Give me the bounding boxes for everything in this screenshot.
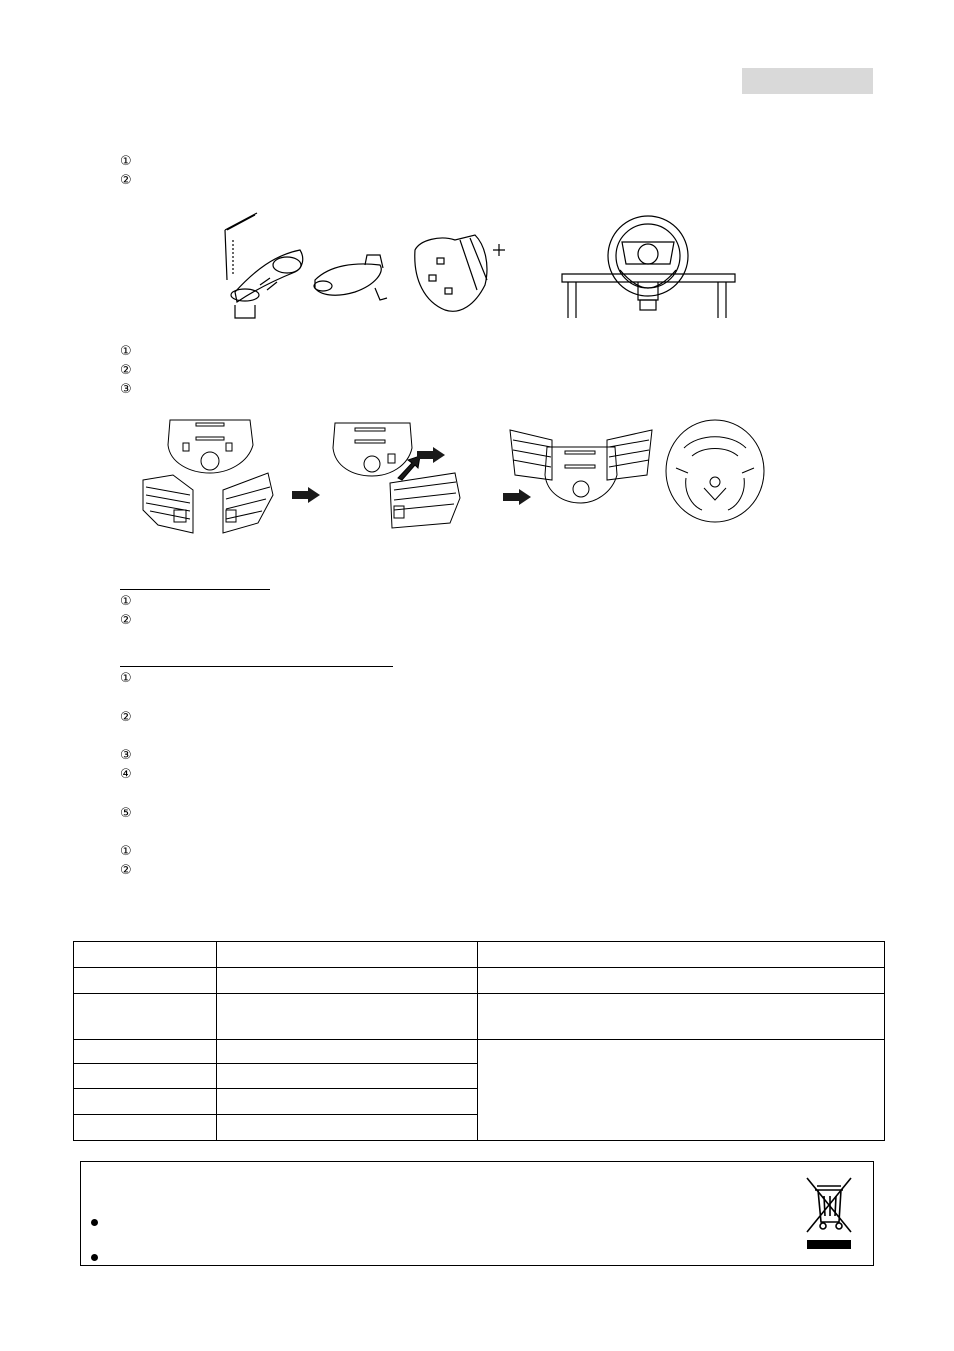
list-b-item-3: ③ [120, 748, 132, 763]
step-clamp-1: ① [120, 154, 132, 169]
list-c-item-1: ① [120, 844, 132, 859]
step-wing-1: ① [120, 344, 132, 359]
wing-parts-illustration [138, 415, 278, 540]
table-cell [74, 942, 217, 968]
table-cell [74, 1115, 217, 1141]
table-cell [217, 1115, 478, 1141]
list-a-item-1: ① [120, 594, 132, 609]
wings-assembled-illustration [507, 425, 655, 510]
disposal-notice-box [80, 1161, 874, 1266]
table-cell [478, 993, 885, 1039]
list-b-item-5: ⑤ [120, 806, 132, 821]
clamp-assembly-illustration [215, 210, 515, 322]
table-cell [217, 967, 478, 993]
list-b-item-1: ① [120, 671, 132, 686]
table-cell [74, 1089, 217, 1115]
table-row [74, 967, 885, 993]
table-cell [217, 1039, 478, 1064]
table-cell [478, 942, 885, 968]
step-clamp-2: ② [120, 173, 132, 188]
table-row [74, 942, 885, 968]
wheel-bottom-view-illustration [664, 418, 766, 524]
table-cell [217, 993, 478, 1039]
wing-attach-illustration [330, 418, 465, 533]
table-cell-merged [478, 1039, 885, 1140]
list-a-item-2: ② [120, 613, 132, 628]
section-heading-underline-a [120, 589, 270, 590]
table-row [74, 993, 885, 1039]
right-arrow-icon-2 [417, 447, 445, 463]
list-b-item-2: ② [120, 710, 132, 725]
table-cell [74, 993, 217, 1039]
table-cell [217, 1089, 478, 1115]
step-wing-3: ③ [120, 382, 132, 397]
table-cell [217, 1064, 478, 1089]
table-cell [74, 1039, 217, 1064]
header-tab [742, 68, 873, 94]
table-cell [217, 942, 478, 968]
right-arrow-icon-1 [292, 487, 320, 503]
bullet-2 [91, 1254, 98, 1261]
list-b-item-4: ④ [120, 767, 132, 782]
crossed-out-wheelie-bin-icon [803, 1174, 855, 1250]
table-cell [478, 967, 885, 993]
table-row [74, 1039, 885, 1064]
step-wing-2: ② [120, 363, 132, 378]
section-heading-underline-b [120, 666, 393, 667]
table-cell [74, 967, 217, 993]
list-c-item-2: ② [120, 863, 132, 878]
table-cell [74, 1064, 217, 1089]
specification-table [73, 941, 885, 1141]
wheel-on-table-illustration [560, 212, 740, 320]
bullet-1 [91, 1219, 98, 1226]
